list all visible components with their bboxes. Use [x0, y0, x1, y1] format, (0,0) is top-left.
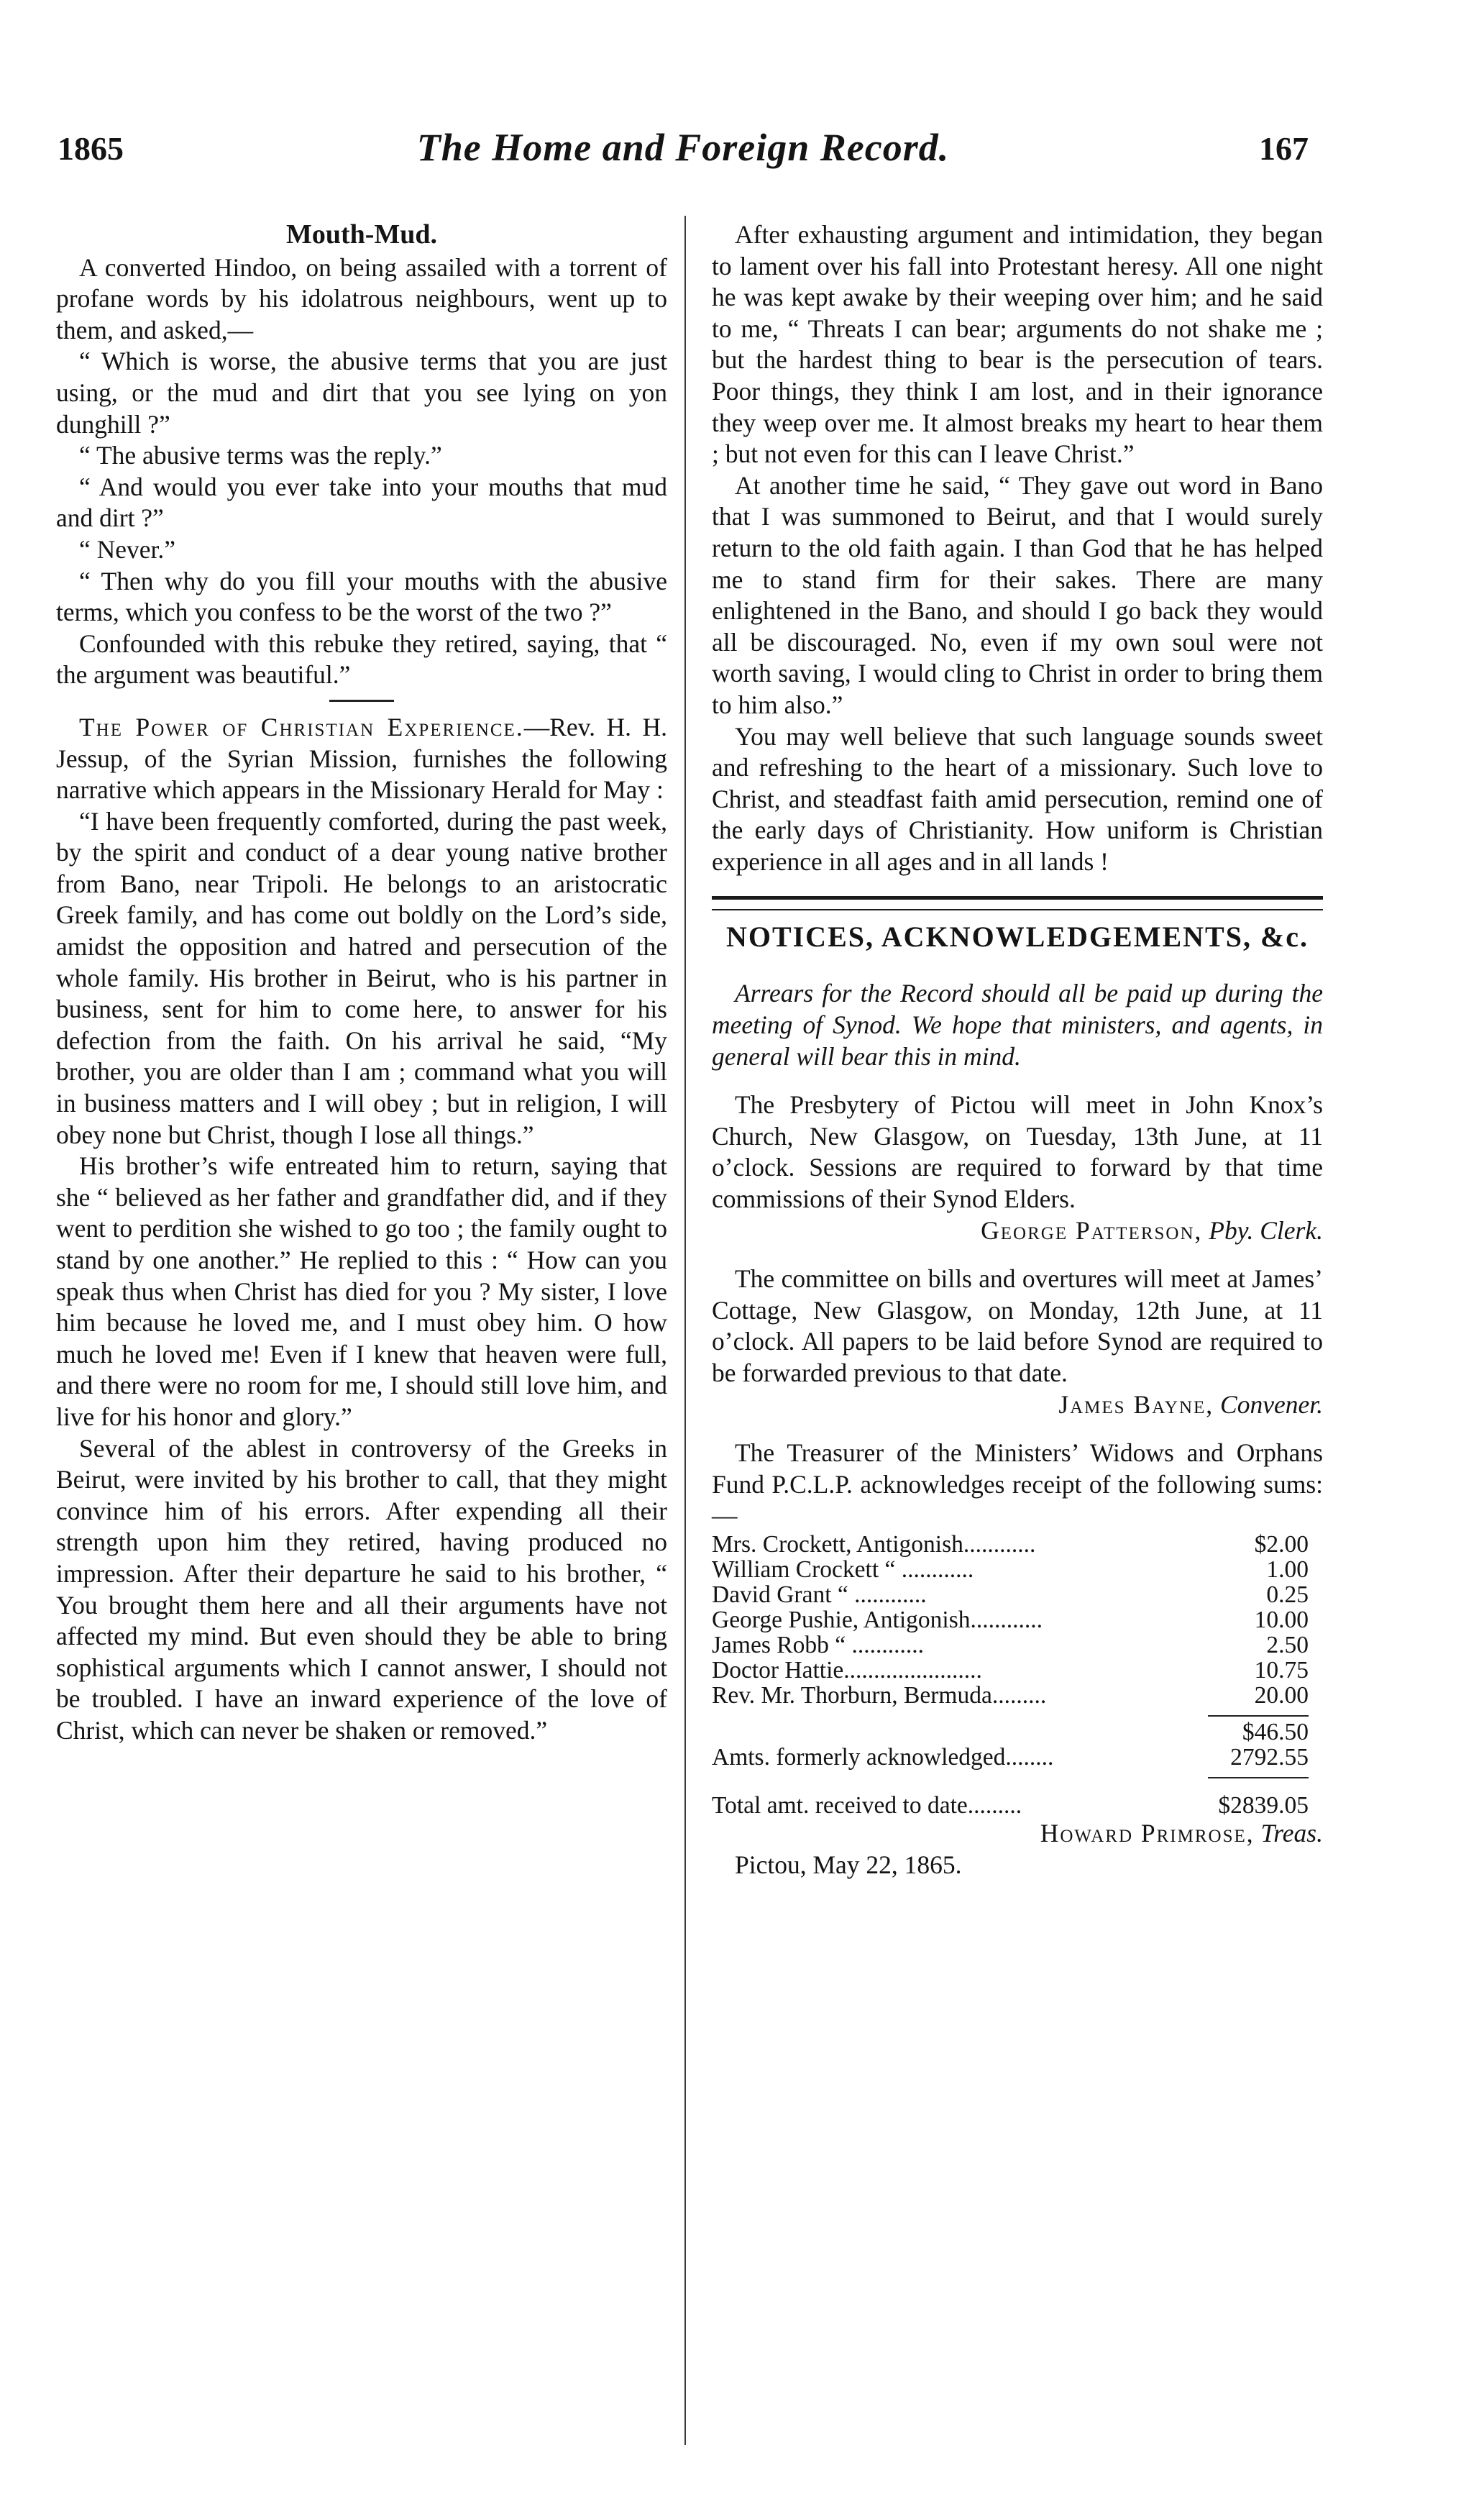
paragraph: “ Which is worse, the abusive terms that you are just using, or the mud and dirt that you see lying on yon dunghill ?”	[56, 347, 667, 439]
signoff-name: Howard Primrose,	[1040, 1818, 1255, 1847]
subtotal-amount: $46.50	[1242, 1718, 1309, 1745]
signoff-name: James Bayne,	[1058, 1389, 1214, 1419]
article-title-mouth-mud: Mouth-Mud.	[285, 219, 438, 250]
ack-amount: 20.00	[1254, 1681, 1309, 1709]
sum-rule	[1208, 1715, 1309, 1717]
paragraph: At another time he said, “ They gave out word in Bano that I was summoned to Beirut, and that I would surely return to the old faith again. I than God that he has helped me to stand firm for their sakes. There are many enlightened in the Bano, and should I go back they would all be discouraged. No, even if my own soul were not worth saving, I would cling to Christ in order to bring them to him also.”	[712, 470, 1323, 719]
header-year: 1865	[58, 130, 124, 167]
spacer	[712, 1072, 1323, 1090]
paragraph: A converted Hindoo, on being assailed with a torrent of profane words by his idolatrous neighbours, went up to them, and asked,—	[56, 252, 667, 344]
ack-amount: $2.00	[1254, 1530, 1309, 1558]
presbytery-notice: The Presbytery of Pictou will meet in John Knox’s Church, New Glasgow, on Tuesday, 13th June, at 11 o’clock. Sessions are required to forward by that time commissions of their Synod Elders.	[712, 1090, 1323, 1214]
ack-amount: 10.00	[1254, 1606, 1309, 1633]
signoff-role: Convener.	[1220, 1389, 1323, 1419]
paragraph: Confounded with this rebuke they retired, saying, that “ the argument was beautiful.”	[56, 629, 667, 690]
list-item	[712, 1683, 1323, 1708]
paragraph: After exhausting argument and intimidation, they began to lament over his fall into Protestant heresy. All one night he was kept awake by their weeping over him; and he said to me, “ Threats I can bear; arguments do not shake me ; but the hardest thing to bear is the persecution of tears. Poor things, they think I am lost, and in their ignorance they weep over me. It almost breaks my heart to hear them ; but not even for this can I leave Christ.”	[712, 220, 1323, 469]
list-item	[712, 1632, 1323, 1658]
paragraph: “ Never.”	[79, 534, 176, 564]
ack-amount: 2.50	[1266, 1631, 1309, 1658]
treasurer-signoff	[712, 1818, 1323, 1850]
paragraph: “I have been frequently comforted, during the past week, by the spirit and conduct of a dear young native brother from Bano, near Tripoli. He belongs to an aristocratic Greek family, and has come out boldly on the Lord’s side, amidst the opposition and hatred and persecution of the whole family. His brother in Beirut, who is his partner in business, sent for him to come here, to answer for his defection from the faith. On his arrival he said, “My brother, you are older than I am ; command what you will in business matters and I will obey ; but in religion, I will obey none but Christ, though I lose all things.”	[56, 806, 667, 1149]
header-title: The Home and Foreign Record.	[416, 126, 950, 169]
arrears-notice: Arrears for the Record should all be paid up during the meeting of Synod. We hope that ministers, and agents, in general will bear this in mind.	[712, 979, 1323, 1071]
signoff-role: Treas.	[1260, 1818, 1323, 1847]
treasurer-notice: The Treasurer of the Ministers’ Widows and Orphans Fund P.C.L.P. acknowledges receipt of the following sums:—	[712, 1438, 1323, 1530]
spacer	[712, 1246, 1323, 1264]
right-column	[712, 219, 1323, 1881]
list-item	[712, 1582, 1323, 1607]
subtotal-row	[712, 1719, 1323, 1745]
article-intro	[56, 712, 667, 806]
ack-name: Doctor Hattie.......................	[712, 1656, 982, 1684]
left-column	[56, 219, 667, 1747]
paragraph: His brother’s wife entreated him to return, saying that she “ believed as her father and grandfather did, and if they went to perdition she wished to go too ; the family ought to stand by one another.” He replied to this : “ How can you speak thus when Christ has died for you ? My sister, I love him because he loved me, and I must obey him. O how much he loved me! Even if I knew that heaven were full, and there were no room for me, I should still love him, and live for his honor and glory.”	[56, 1151, 667, 1431]
ack-name: Rev. Mr. Thorburn, Bermuda.........	[712, 1681, 1047, 1709]
ack-amount: 0.25	[1266, 1581, 1309, 1608]
ack-amount: 10.75	[1254, 1656, 1309, 1684]
column-divider	[684, 216, 686, 2445]
paragraph: “ And would you ever take into your mouths that mud and dirt ?”	[56, 472, 667, 533]
spacer	[712, 1420, 1323, 1438]
paragraph: Several of the ablest in controversy of the Greeks in Beirut, were invited by his brother to call, that they might convince him of his errors. After expending all their strength upon him they retired, having produced no impression. After their departure he said to his brother, “ You brought them here and all their arguments have not affected my mind. But even should they be able to bring sophistical arguments which I cannot answer, I should not be troubled. I have an inward experience of the love of Christ, which can never be shaken or removed.”	[56, 1433, 667, 1745]
section-rule	[329, 700, 394, 702]
list-item	[712, 1658, 1323, 1683]
total-amount: $2839.05	[1218, 1791, 1309, 1819]
presbytery-signoff	[712, 1215, 1323, 1247]
list-item	[712, 1532, 1323, 1557]
formerly-row	[712, 1745, 1323, 1770]
committee-notice: The committee on bills and overtures will meet at James’ Cottage, New Glasgow, on Monday, 12th June, at 11 o’clock. All papers to be laid before Synod are required to be forwarded previous to that date.	[712, 1264, 1323, 1387]
signoff-name: George Patterson,	[981, 1215, 1203, 1245]
paragraph: “ The abusive terms was the reply.”	[79, 441, 442, 470]
ack-name: George Pushie, Antigonish............	[712, 1606, 1043, 1633]
ack-name: James Robb “ ............	[712, 1631, 924, 1658]
committee-signoff	[712, 1389, 1323, 1421]
list-item	[712, 1557, 1323, 1582]
section-double-rule	[712, 896, 1323, 910]
header-page-number: 167	[1259, 130, 1309, 167]
ack-amount: 1.00	[1266, 1556, 1309, 1583]
formerly-amount: 2792.55	[1230, 1743, 1309, 1771]
notices-heading: NOTICES, ACKNOWLEDGEMENTS, &c.	[725, 921, 1309, 954]
page-header	[58, 126, 1309, 194]
article-heading-power: The Power of Christian Experience.	[79, 712, 524, 741]
total-label: Total amt. received to date.........	[712, 1791, 1022, 1819]
signoff-role: Pby. Clerk.	[1209, 1215, 1323, 1245]
paragraph: You may well believe that such language sounds sweet and refreshing to the heart of a missionary. Such love to Christ, and steadfast faith amid persecution, remind one of the early days of Christianity. How uniform is Christian experience in all ages and in all lands !	[712, 721, 1323, 876]
ack-name: David Grant “ ............	[712, 1581, 927, 1608]
list-item	[712, 1607, 1323, 1632]
paragraph: “ Then why do you fill your mouths with the abusive terms, which you confess to be the worst of the two ?”	[56, 566, 667, 627]
dateline: Pictou, May 22, 1865.	[735, 1850, 962, 1879]
article-intro-text: —Rev. H. H. Jessup, of the Syrian Mission, furnishes the following narrative which appears in the Missionary Herald for May :	[56, 712, 667, 805]
total-row	[712, 1793, 1323, 1818]
ack-name: Mrs. Crockett, Antigonish............	[712, 1530, 1036, 1558]
ack-name: William Crockett “ ............	[712, 1556, 974, 1583]
acknowledgements-list	[712, 1532, 1323, 1818]
sum-rule	[1208, 1777, 1309, 1778]
formerly-label: Amts. formerly acknowledged........	[712, 1743, 1054, 1771]
